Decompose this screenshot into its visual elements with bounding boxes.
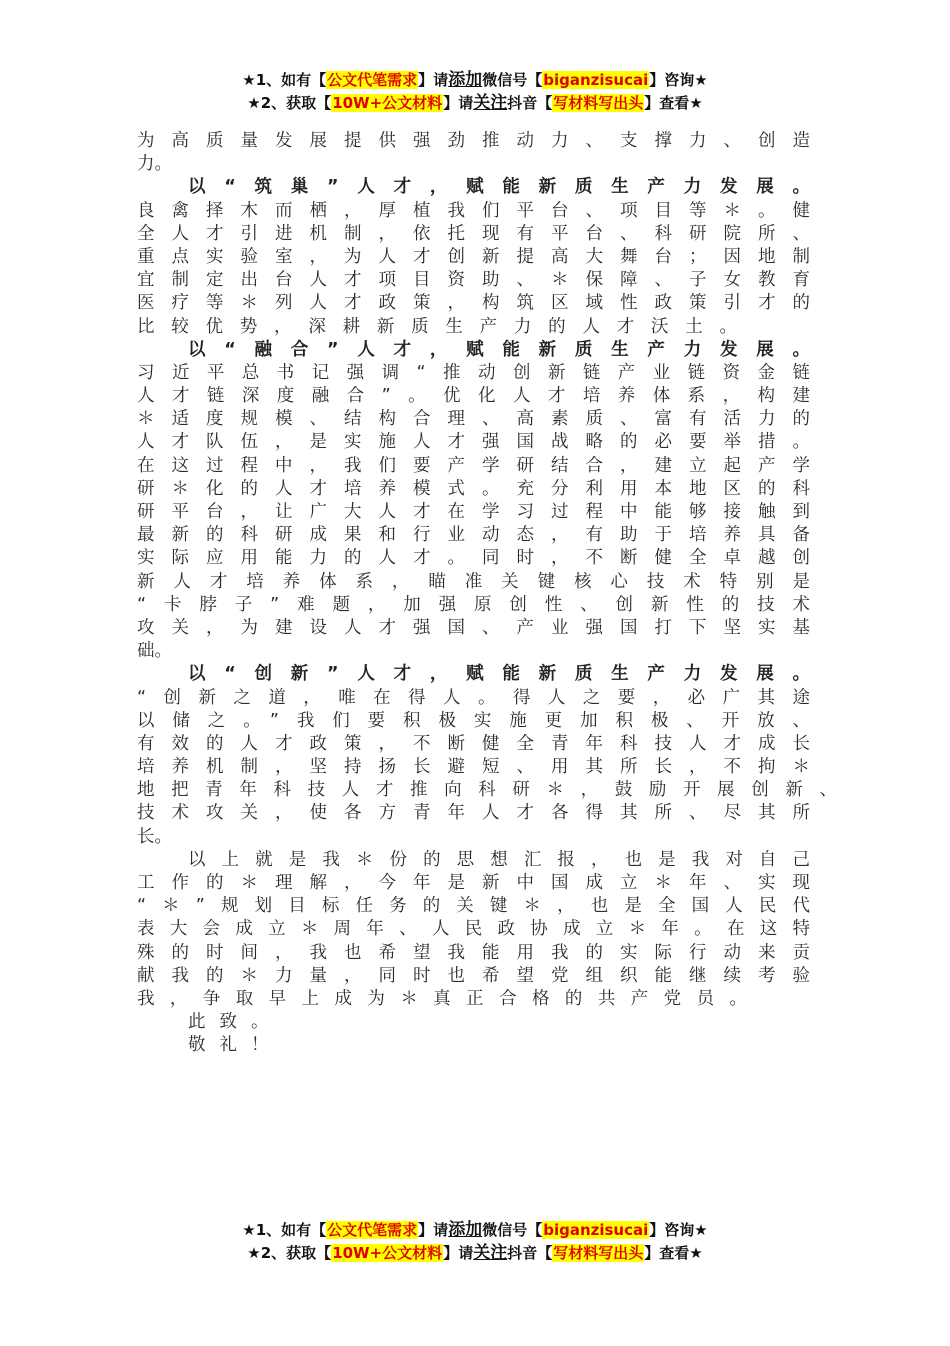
text-line: 地把青年科技人才推向科研＊，鼓励开展创新、 — [137, 780, 837, 801]
text-line: 长。 — [137, 826, 172, 847]
text-line: 实际应用能力的人才。同时，不断健全卓越创 — [137, 548, 810, 569]
text-line: 础。 — [137, 641, 172, 662]
text-line: ＊适度规模、结构合理、高素质、富有活力的 — [137, 409, 810, 430]
text-line: 力。 — [137, 154, 172, 175]
section-heading: 以“筑巢”人才，赋能新质生产力发展。 — [188, 177, 810, 198]
banner-text: ★1、如有【 — [242, 71, 327, 89]
banner-text: 微信号【 — [482, 1221, 543, 1239]
wechat-id-highlight: biganzisucai — [543, 1221, 649, 1239]
materials-highlight: 10W+公文材料 — [332, 1244, 443, 1262]
text-line: 献我的＊力量，同时也希望党组织能继续考验 — [137, 965, 810, 986]
wechat-id-highlight: biganzisucai — [543, 71, 649, 89]
banner-text: 】查看★ — [644, 94, 703, 112]
footer-banner — [0, 1219, 950, 1265]
text-line: 重点实验室，为人才创新提高大舞台；因地制 — [137, 246, 810, 267]
text-line: 人才链深度融合”。优化人才培养体系，构建 — [137, 386, 810, 407]
banner-text: 】咨询★ — [649, 71, 708, 89]
banner-line-2 — [0, 1242, 950, 1265]
text-line: 最新的科研成果和行业动态，有助于培养具备 — [137, 525, 810, 546]
banner-text: 】请 — [418, 71, 449, 89]
text-line: 医疗等＊列人才政策，构筑区域性政策引才的 — [137, 293, 810, 314]
douyin-account-highlight: 写材料写出头 — [553, 1244, 644, 1262]
text-line: 殊的时间，我也希望我能用我的实际行动来贡 — [137, 942, 810, 963]
banner-text: 】请 — [418, 1221, 449, 1239]
douyin-account-highlight: 写材料写出头 — [553, 94, 644, 112]
banner-text: 】咨询★ — [649, 1221, 708, 1239]
ghostwriting-highlight: 公文代笔需求 — [327, 71, 418, 89]
add-emphasis: 添加 — [448, 1220, 483, 1240]
add-emphasis: 添加 — [448, 70, 483, 90]
banner-text: 抖音【 — [507, 1244, 553, 1262]
text-line: 表大会成立＊周年、人民政协成立＊年。在这特 — [137, 919, 810, 940]
closing-regards: 敬礼！ — [188, 1035, 283, 1056]
text-line: 全人才引进机制，依托现有平台、科研院所、 — [137, 223, 810, 244]
banner-text: 抖音【 — [507, 94, 553, 112]
banner-text: 微信号【 — [482, 71, 543, 89]
text-line: “卡脖子”难题，加强原创性、创新性的技术 — [137, 594, 810, 615]
materials-highlight: 10W+公文材料 — [332, 94, 443, 112]
closing-salutation: 此致。 — [188, 1012, 283, 1033]
banner-text: 】请 — [443, 94, 474, 112]
text-line: 以上就是我＊份的思想汇报，也是我对自己 — [188, 849, 810, 870]
text-line: “创新之道，唯在得人。得人之要，必广其途 — [137, 687, 810, 708]
text-line: 人才队伍，是实施人才强国战略的必要举措。 — [137, 432, 810, 453]
text-line: 我，争取早上成为＊真正合格的共产党员。 — [137, 988, 747, 1009]
text-line: “＊”规划目标任务的关键＊，也是全国人民代 — [137, 896, 810, 917]
ghostwriting-highlight: 公文代笔需求 — [327, 1221, 418, 1239]
banner-line-2 — [0, 92, 950, 115]
banner-text: ★1、如有【 — [242, 1221, 327, 1239]
text-line: 有效的人才政策，不断健全青年科技人才成长 — [137, 733, 810, 754]
section-heading: 以“创新”人才，赋能新质生产力发展。 — [188, 664, 810, 685]
text-line: 研平台，让广大人才在学习过程中能够接触到 — [137, 502, 810, 522]
banner-line-1 — [0, 1219, 950, 1242]
text-line: 工作的＊理解，今年是新中国成立＊年、实现 — [137, 873, 810, 893]
text-line: 技术攻关，使各方青年人才各得其所、尽其所 — [137, 803, 810, 824]
banner-line-1 — [0, 69, 950, 92]
text-line: 比较优势，深耕新质生产力的人才沃土。 — [137, 316, 737, 337]
follow-emphasis: 关注 — [473, 93, 508, 113]
text-line: 研＊化的人才培养模式。充分利用本地区的科 — [137, 478, 810, 499]
header-banner — [0, 69, 950, 115]
text-line: 以储之。”我们要积极实施更加积极、开放、 — [137, 710, 810, 731]
document-body — [137, 130, 837, 1058]
follow-emphasis: 关注 — [473, 1243, 508, 1263]
text-line: 习近平总书记强调“推动创新链产业链资金链 — [137, 362, 810, 383]
text-line: 为高质量发展提供强劲推动力、支撑力、创造 — [137, 131, 810, 151]
text-line: 攻关，为建设人才强国、产业强国打下坚实基 — [137, 617, 810, 638]
banner-text: ★2、获取【 — [247, 1244, 332, 1262]
text-line: 培养机制，坚持扬长避短、用其所长，不拘＊ — [137, 757, 810, 778]
banner-text: 】查看★ — [644, 1244, 703, 1262]
section-heading: 以“融合”人才，赋能新质生产力发展。 — [188, 339, 810, 360]
text-line: 良禽择木而栖，厚植我们平台、项目等＊。健 — [137, 200, 810, 221]
text-line: 在这过程中，我们要产学研结合，建立起产学 — [137, 455, 810, 476]
text-line: 宜制定出台人才项目资助、＊保障、子女教育 — [137, 270, 810, 291]
text-line: 新人才培养体系，瞄准关键核心技术特别是 — [137, 571, 810, 592]
banner-text: ★2、获取【 — [247, 94, 332, 112]
banner-text: 】请 — [443, 1244, 474, 1262]
